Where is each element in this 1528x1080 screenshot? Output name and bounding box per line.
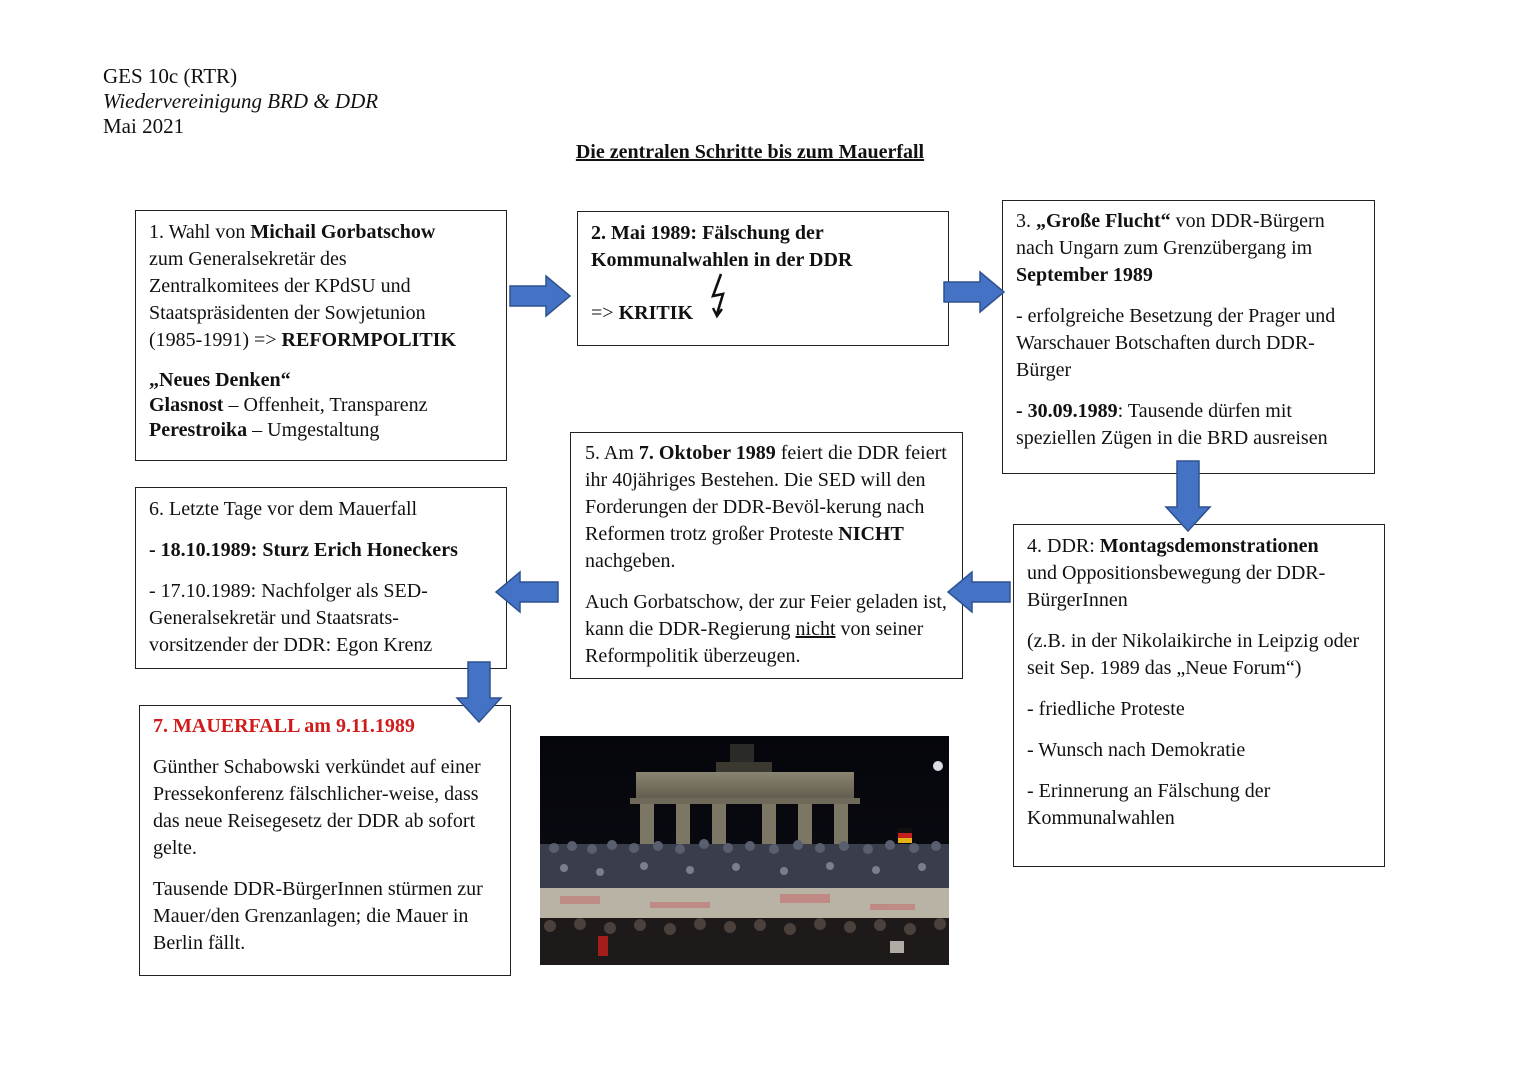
- mauerfall-heading: 7. MAUERFALL am 9.11.1989: [153, 715, 415, 737]
- course-label: GES 10c (RTR): [103, 64, 238, 88]
- step-6-box: [135, 487, 507, 669]
- step-4-bullet: - Wunsch nach Demokratie: [1027, 739, 1246, 761]
- step-5-nicht-underlined: nicht: [795, 618, 836, 640]
- step-2-box: [577, 211, 949, 346]
- step-3-text: von DDR-Bürgern: [1170, 210, 1325, 232]
- step-6-heading: 6. Letzte Tage vor dem Mauerfall: [149, 498, 418, 520]
- step-5-text: von seiner Reformpolitik überzeugen.: [585, 618, 924, 667]
- step-4-bullet: - Erinnerung an Fälschung der Kommunalwahlen: [1027, 780, 1271, 829]
- step-3-box: [1002, 200, 1375, 474]
- brandenburg-gate-illustration: [540, 736, 949, 965]
- brandenburg-gate-photo: [540, 736, 949, 965]
- arrow-down-3-to-4: [1164, 459, 1212, 533]
- topic-label: Wiedervereinigung BRD & DDR: [103, 89, 379, 113]
- date-label: Mai 2021: [103, 114, 185, 138]
- step-4-box: [1013, 524, 1385, 867]
- glasnost-term: Glasnost: [149, 394, 224, 416]
- document-header: [103, 64, 378, 139]
- step-5-text: feiert die DDR feiert ihr 40jähriges Bestehen. Die SED will den Forderungen der DDR-Bevöl-kerung nach Reformen trotz großer Proteste: [585, 442, 947, 545]
- step-2-arrow-text: =>: [591, 302, 619, 324]
- step-3-embassies: - erfolgreiche Besetzung der Prager und Warschauer Botschaften durch DDR-Bürger: [1016, 305, 1336, 381]
- step-1-name: Michail Gorbatschow: [250, 221, 436, 243]
- arrow-right-1-to-2: [508, 274, 572, 318]
- step-5-box: [570, 432, 963, 679]
- step-3-trains: : Tausende dürfen mit speziellen Zügen in die BRD ausreisen: [1016, 400, 1328, 449]
- step-2-line: 2. Mai 1989: Fälschung der: [591, 222, 824, 244]
- arrow-right-2-to-3: [942, 270, 1006, 314]
- kritik-label: KRITIK: [618, 302, 694, 324]
- arrow-left-4-to-5: [946, 570, 1012, 614]
- step-1-text: 1. Wahl von: [149, 221, 251, 243]
- step-1-line: Zentralkomitees der KPdSU und: [149, 275, 411, 297]
- step-7-mauer: Tausende DDR-BürgerInnen stürmen zur Mauer/den Grenzanlagen; die Mauer in Berlin fällt.: [153, 878, 483, 954]
- step-5-text: Auch Gorbatschow, der zur Feier geladen ist, kann die DDR-Regierung: [585, 591, 947, 640]
- montagsdemonstrationen: Montagsdemonstrationen: [1099, 535, 1319, 557]
- step-4-bullet: - friedliche Proteste: [1027, 698, 1185, 720]
- lightning-icon: [708, 272, 734, 320]
- step-4-text: 4. DDR:: [1027, 535, 1100, 557]
- step-1-text: (1985-1991) =>: [149, 329, 282, 351]
- step-3-line: nach Ungarn zum Grenzübergang im: [1016, 237, 1313, 259]
- step-6-honecker: - 18.10.1989: Sturz Erich Honeckers: [149, 539, 458, 561]
- step-1-line: Staatspräsidenten der Sowjetunion: [149, 302, 426, 324]
- step-5-nicht: NICHT: [838, 523, 904, 545]
- step-5-text: 5. Am: [585, 442, 639, 464]
- step-4-example: (z.B. in der Nikolaikirche in Leipzig oder seit Sep. 1989 das „Neue Forum“): [1027, 630, 1360, 679]
- step-4-line: und Oppositionsbewegung der DDR-BürgerInnen: [1027, 562, 1326, 611]
- step-1-reform: REFORMPOLITIK: [281, 329, 456, 351]
- step-6-krenz: - 17.10.1989: Nachfolger als SED-Generalsekretär und Staatsrats-vorsitzender der DDR: Egon Krenz: [149, 580, 433, 656]
- perestroika-term: Perestroika: [149, 419, 248, 441]
- step-3-text: 3.: [1016, 210, 1036, 232]
- step-3-date: September 1989: [1016, 264, 1153, 286]
- neues-denken: „Neues Denken“: [149, 369, 291, 391]
- glasnost-def: – Offenheit, Transparenz: [223, 394, 428, 416]
- step-5-text: nachgeben.: [585, 550, 676, 572]
- step-1-line: zum Generalsekretär des: [149, 248, 347, 270]
- step-7-box: [139, 705, 511, 976]
- perestroika-def: – Umgestaltung: [247, 419, 380, 441]
- step-3-date-2: - 30.09.1989: [1016, 400, 1118, 422]
- arrow-left-5-to-6: [494, 570, 560, 614]
- grosse-flucht: „Große Flucht“: [1036, 210, 1171, 232]
- arrow-down-6-to-7: [455, 660, 503, 724]
- step-5-date: 7. Oktober 1989: [638, 442, 776, 464]
- step-1-box: [135, 210, 507, 461]
- step-2-line: Kommunalwahlen in der DDR: [591, 249, 853, 271]
- page-title: Die zentralen Schritte bis zum Mauerfall: [575, 141, 925, 163]
- step-7-schabowski: Günther Schabowski verkündet auf einer Pressekonferenz fälschlicher-weise, dass das neue Reisegesetz der DDR ab sofort gelte.: [153, 756, 481, 859]
